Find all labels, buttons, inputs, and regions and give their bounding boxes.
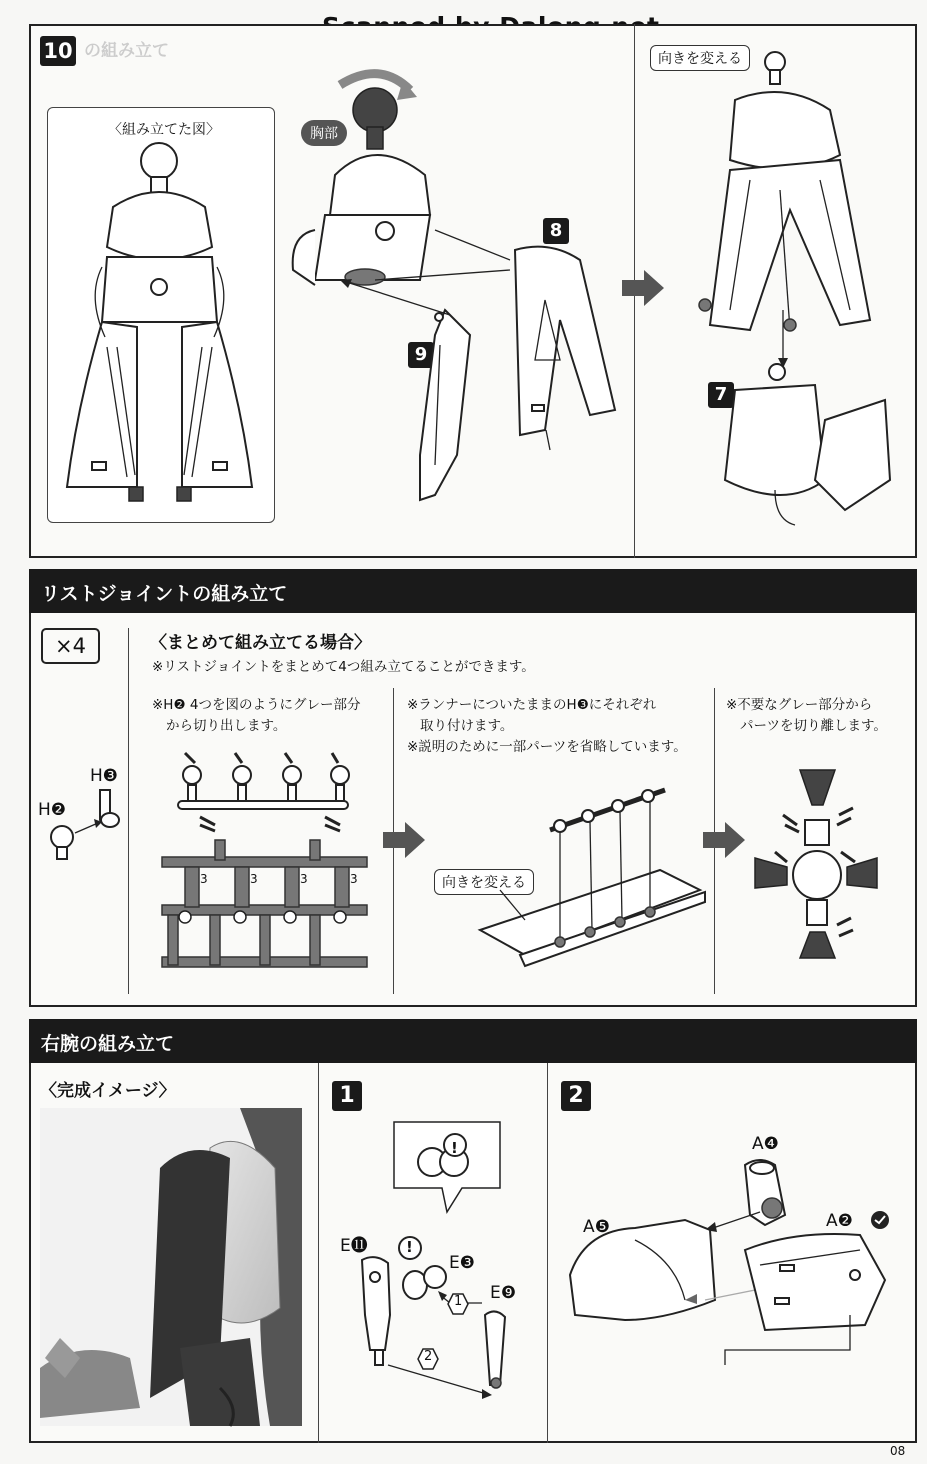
cut-parts-illustration	[755, 770, 880, 960]
part-label-e9: E❾	[490, 1283, 516, 1303]
section2-header: リストジョイントの組み立て	[29, 569, 917, 613]
part-label-h2: H❷	[38, 800, 67, 820]
part-label-e11: E⓫	[340, 1236, 368, 1256]
section3-divider-a	[318, 1063, 319, 1443]
part-label-h3: H❸	[90, 766, 119, 786]
step-number-10: 10	[40, 36, 76, 66]
step-number-2: 2	[561, 1081, 591, 1111]
column3-instruction-2: パーツを切り離します。	[740, 718, 887, 734]
part-number-8: 8	[543, 218, 569, 244]
part-label-a5: A❺	[583, 1217, 610, 1237]
step-number-1: 1	[332, 1081, 362, 1111]
runner-number-3: 3	[300, 872, 308, 886]
part-number-9: 9	[408, 342, 434, 368]
rotate-callout-1: 向きを変える	[650, 45, 750, 71]
completed-image-title: 〈完成イメージ〉	[40, 1081, 176, 1101]
completed-arm-photo	[40, 1108, 302, 1426]
runner-number-1: 3	[200, 872, 208, 886]
rotate-callout-2: 向きを変える	[434, 869, 534, 895]
flow-arrow-3	[703, 822, 748, 862]
runner-number-4: 3	[350, 872, 358, 886]
order-number-1: 1	[454, 1294, 463, 1309]
part-label-a2: A❷	[826, 1211, 853, 1231]
section3-divider-b	[547, 1063, 548, 1443]
step2-parts-illustration	[565, 1150, 900, 1370]
assembled-torso-illustration	[47, 107, 273, 521]
batch-intro: ※リストジョイントをまとめて4つ組み立てることができます。	[152, 659, 535, 675]
runner-number-2: 3	[250, 872, 258, 886]
batch-subtitle: 〈まとめて組み立てる場合〉	[150, 633, 371, 653]
flow-arrow-1	[622, 270, 667, 310]
runner-attach-illustration	[480, 780, 705, 975]
part-label-a4: A❹	[752, 1134, 779, 1154]
h2-h3-illustration	[40, 785, 125, 865]
column1-instruction-2: から切り出します。	[166, 718, 287, 734]
check-icon-a2	[870, 1210, 890, 1230]
inset-title: 〈組み立てた図〉	[108, 122, 220, 138]
page-number: 08	[890, 1444, 906, 1458]
column2-instruction-3: ※説明のために一部パーツを省略しています。	[407, 739, 687, 755]
column3-instruction-1: ※不要なグレー部分から	[726, 697, 873, 713]
column2-instruction-2: 取り付けます。	[420, 718, 514, 734]
section2-divider-a	[128, 628, 129, 994]
faded-header: の組み立て	[84, 41, 169, 61]
flow-arrow-2	[383, 822, 428, 862]
part-7-illustration	[715, 360, 905, 530]
column1-instruction-1: ※H❷ 4つを図のようにグレー部分	[152, 697, 361, 713]
part-number-7: 7	[708, 382, 734, 408]
quantity-badge: ×4	[41, 628, 100, 664]
step1-parts-illustration	[350, 1255, 530, 1415]
part-label-e3: E❸	[449, 1253, 475, 1273]
section3-header: 右腕の組み立て	[29, 1019, 917, 1063]
column2-instruction-1: ※ランナーについたままのH❸にそれぞれ	[407, 697, 657, 713]
panel-9-illustration	[395, 305, 485, 510]
order-number-2: 2	[424, 1349, 433, 1364]
callout-bubble-1	[392, 1120, 502, 1215]
caution-mark-2: !	[406, 1238, 413, 1256]
guide-arrow-9	[340, 270, 460, 320]
caution-mark-1: !	[451, 1139, 458, 1157]
rotated-assembly-illustration	[690, 40, 890, 350]
runner-cut-illustration	[160, 745, 375, 980]
chest-label: 胸部	[301, 120, 347, 146]
